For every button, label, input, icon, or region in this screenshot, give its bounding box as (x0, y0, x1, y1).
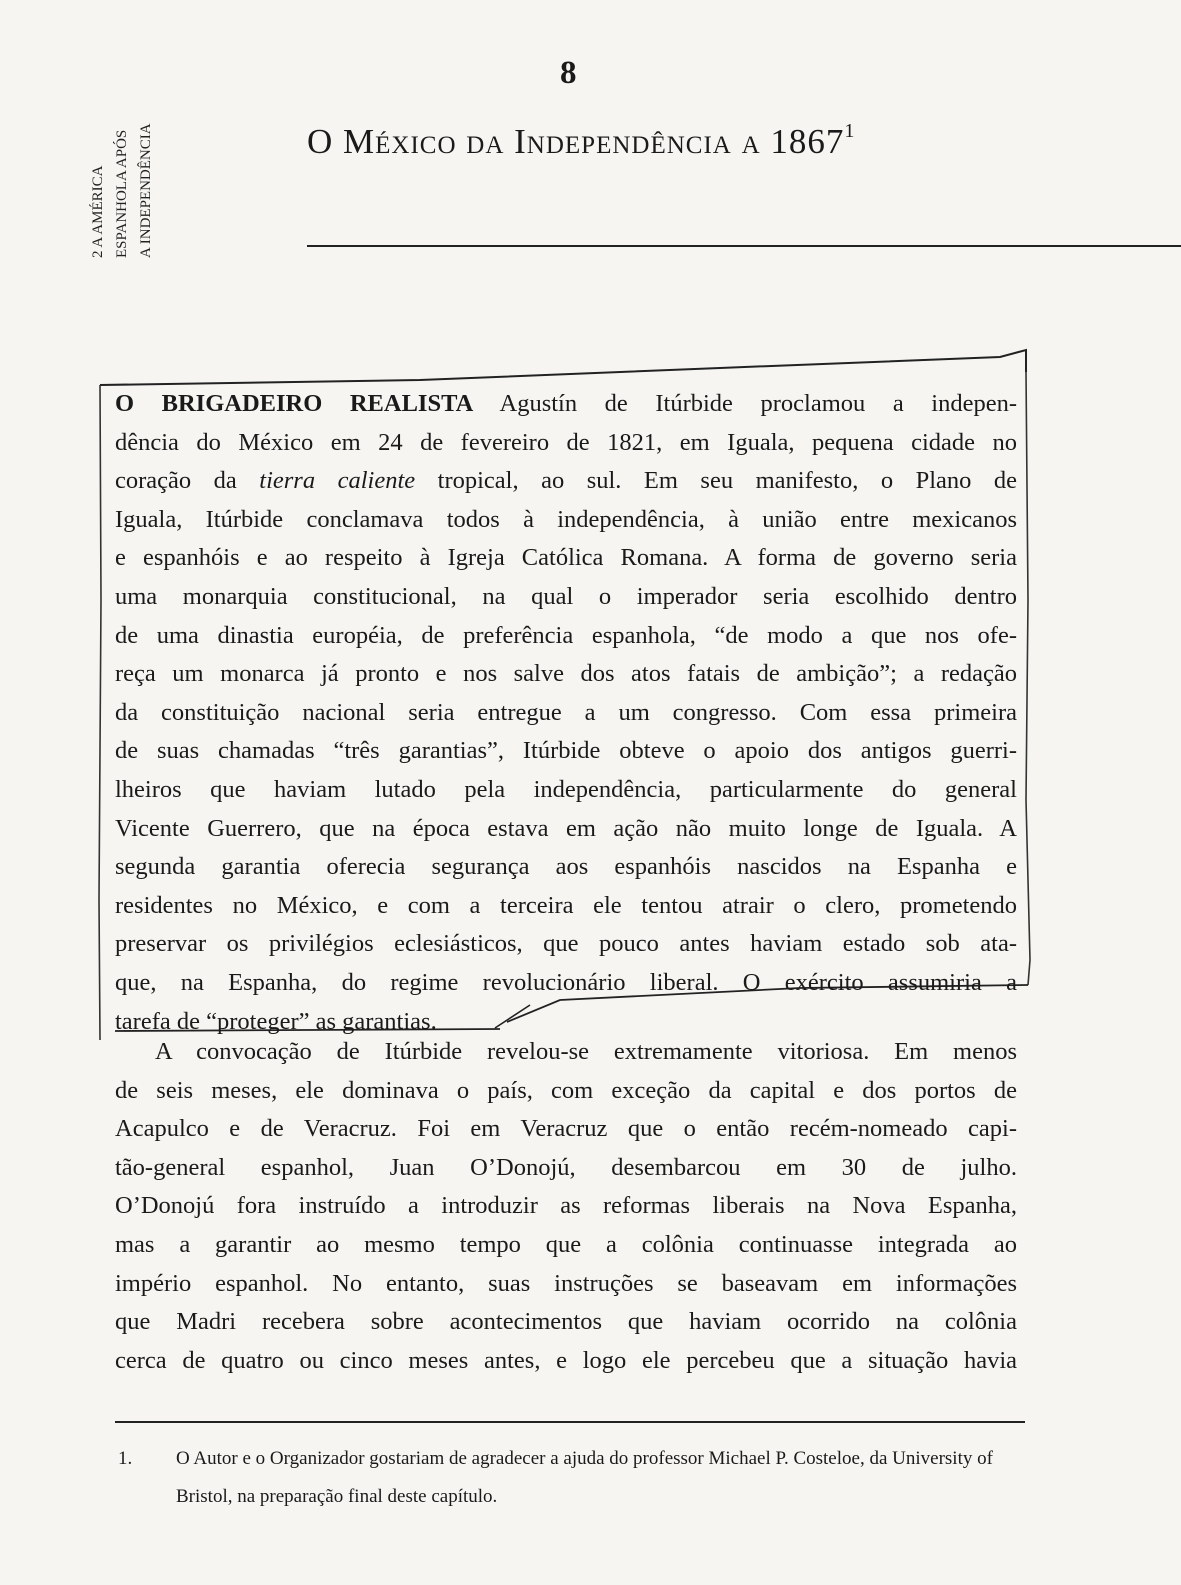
text-line (115, 771, 1017, 810)
text-line (115, 501, 1017, 540)
text-segment: lheiros que haviam lutado pela independência, particularmente do general (115, 775, 1017, 803)
text-segment: de uma dinastia européia, de preferência espanhola, “de modo a que nos ofe- (115, 621, 1017, 649)
text-line (115, 1110, 1017, 1149)
text-segment: dência do México em 24 de fevereiro de 1821, em Iguala, pequena cidade no (115, 428, 1017, 456)
text-line (115, 1226, 1017, 1265)
text-segment: de suas chamadas “três garantias”, Itúrbide obteve o apoio dos antigos guerri- (115, 737, 1017, 765)
text-line (115, 1303, 1017, 1342)
text-line (115, 732, 1017, 771)
text-line (115, 810, 1017, 849)
text-segment: Acapulco e de Veracruz. Foi em Veracruz que o então recém-nomeado capi- (115, 1115, 1017, 1143)
text-line (115, 539, 1017, 578)
text-line (115, 385, 1017, 424)
running-head-line: ESPANHOLA APÓS (114, 129, 130, 258)
text-segment: preservar os privilégios eclesiásticos, que pouco antes haviam estado sob ata- (115, 930, 1017, 958)
footnote-reference: 1 (844, 120, 856, 142)
lead-in-text: O BRIGADEIRO REALISTA (115, 390, 474, 417)
text-line (115, 462, 1017, 501)
text-segment: coração da (115, 467, 260, 495)
text-line (115, 424, 1017, 463)
chapter-number: 8 (560, 55, 577, 91)
text-segment: Iguala, Itúrbide conclamava todos à independência, à união entre mexicanos (115, 505, 1017, 533)
text-line (115, 848, 1017, 887)
text-line (115, 655, 1017, 694)
text-line (115, 617, 1017, 656)
text-line (115, 1149, 1017, 1188)
footnote (118, 1440, 1038, 1516)
footnote-number: 1. (118, 1448, 133, 1469)
text-line (115, 887, 1017, 926)
running-head-line: A INDEPENDÊNCIA (138, 123, 154, 258)
text-segment: Vicente Guerrero, que na época estava em ação não muito longe de Iguala. A (115, 814, 1017, 842)
text-segment: tarefa de “proteger” as garantias. (115, 1007, 437, 1035)
text-segment: tão-general espanhol, Juan O’Donojú, desembarcou em 30 de julho. (115, 1153, 1017, 1181)
chapter-title-text: O México da Independência a 1867 (307, 122, 845, 161)
text-line (115, 1265, 1017, 1304)
text-segment: A convocação de Itúrbide revelou-se extremamente vitoriosa. Em menos (155, 1038, 1017, 1065)
text-segment: que, na Espanha, do regime revolucionário liberal. O exército assumiria a (115, 968, 1017, 996)
text-segment: uma monarquia constitucional, na qual o imperador seria escolhido dentro (115, 582, 1017, 610)
body-paragraph (115, 1033, 1017, 1380)
text-segment: residentes no México, e com a terceira ele tentou atrair o clero, prometendo (115, 891, 1017, 919)
text-segment: da constituição nacional seria entregue a um congresso. Com essa primeira (115, 698, 1017, 726)
text-segment: tropical, ao sul. Em seu manifesto, o Plano de (415, 467, 1017, 495)
text-segment: O’Donojú fora instruído a introduzir as reformas liberais na Nova Espanha, (115, 1192, 1017, 1220)
text-segment: segunda garantia oferecia segurança aos espanhóis nascidos na Espanha e (115, 853, 1017, 881)
footnote-rule (115, 1421, 1025, 1423)
text-line (115, 694, 1017, 733)
text-segment: mas a garantir ao mesmo tempo que a colônia continuasse integrada ao (115, 1230, 1017, 1258)
text-segment: e espanhóis e ao respeito à Igreja Católica Romana. A forma de governo seria (115, 544, 1017, 572)
boxed-paragraph (115, 385, 1017, 1041)
text-line (115, 1342, 1017, 1381)
text-line (115, 1072, 1017, 1111)
text-segment: cerca de quatro ou cinco meses antes, e logo ele percebeu que a situação havia (115, 1346, 1017, 1374)
running-head-line: 2 A AMÉRICA (90, 165, 106, 258)
text-segment: que Madri recebera sobre acontecimentos que haviam ocorrido na colônia (115, 1308, 1017, 1336)
text-line (115, 1187, 1017, 1226)
text-line (115, 925, 1017, 964)
text-segment: Agustín de Itúrbide proclamou a indepen- (473, 390, 1018, 417)
footnote-text: O Autor e o Organizador gostariam de agradecer a ajuda do professor Michael P. Costeloe, da University of Bristol, na preparação final deste capítulo. (176, 1448, 993, 1507)
text-line (115, 964, 1017, 1003)
text-line (115, 578, 1017, 617)
text-segment: reça um monarca já pronto e nos salve dos atos fatais de ambição”; a redação (115, 660, 1017, 688)
text-segment: império espanhol. No entanto, suas instruções se baseavam em informações (115, 1269, 1017, 1297)
italic-text: tierra caliente (259, 467, 416, 495)
text-segment: de seis meses, ele dominava o país, com exceção da capital e dos portos de (115, 1076, 1017, 1104)
text-line (115, 1033, 1017, 1072)
